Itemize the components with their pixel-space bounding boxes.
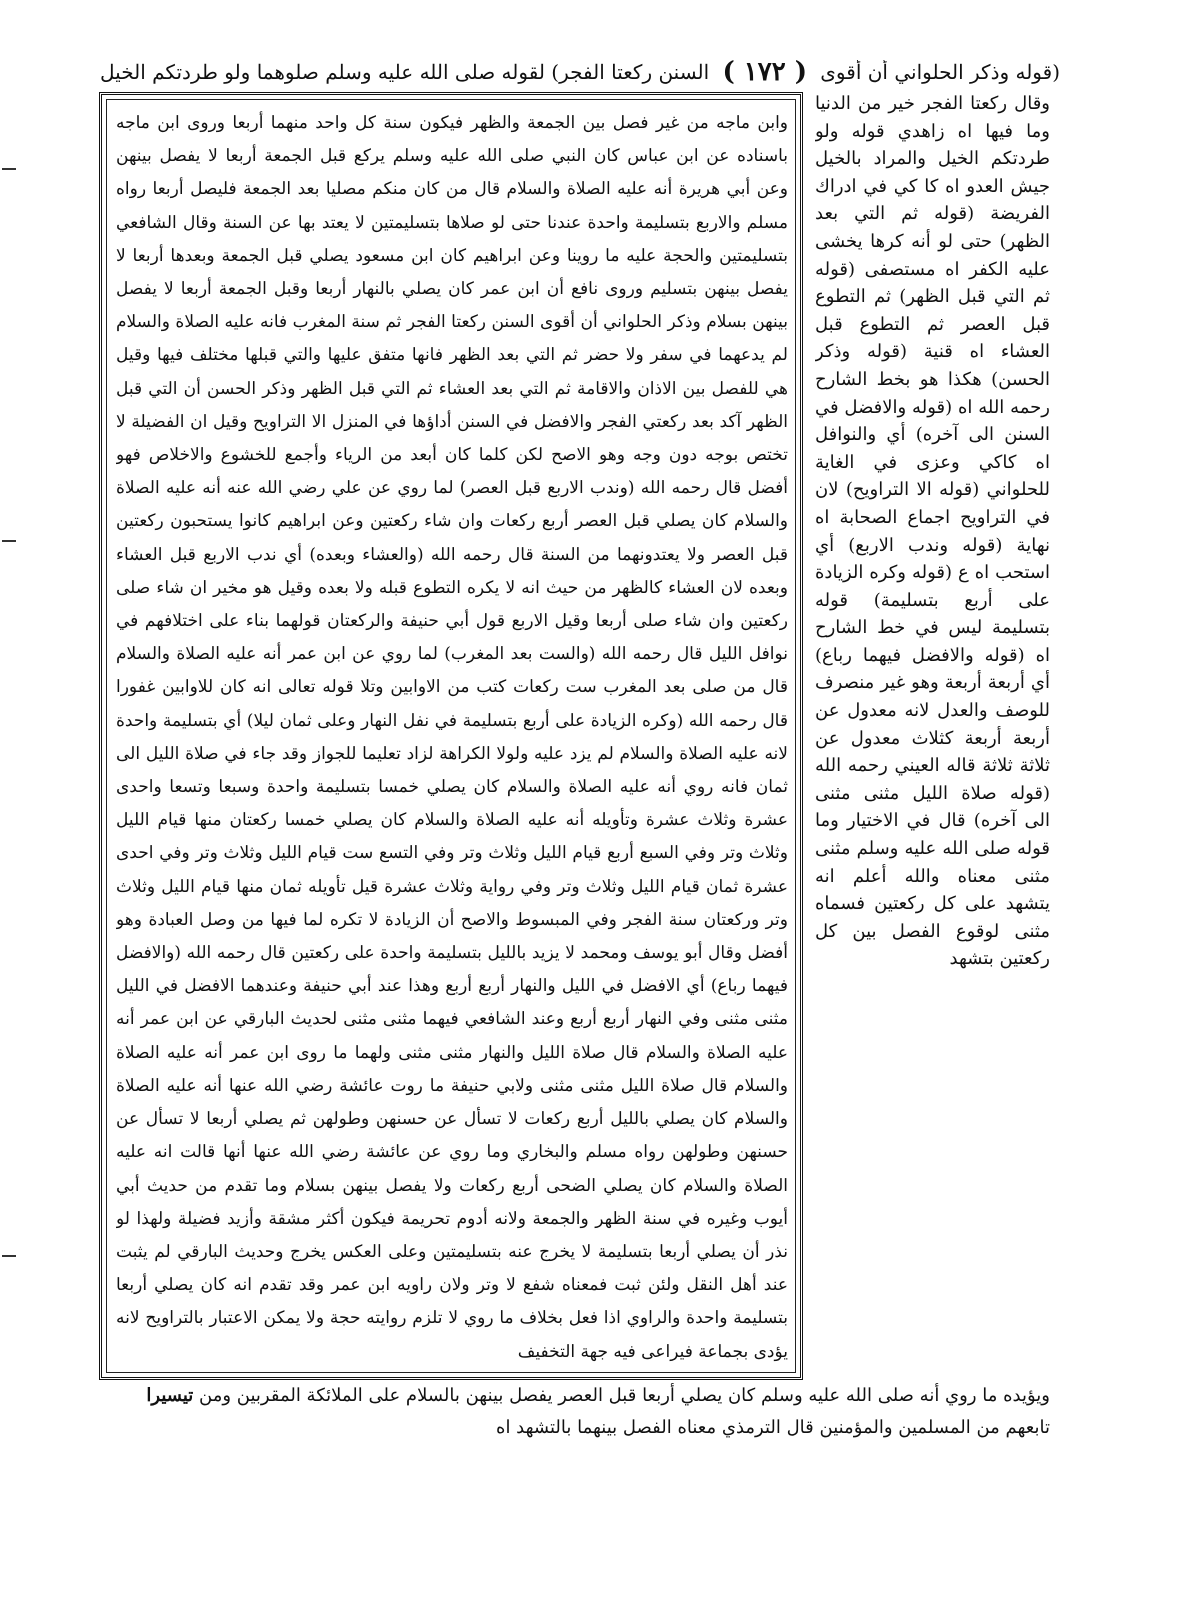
footnote-line-1-text: ويؤيده ما روي أنه صلى الله عليه وسلم كان يصلي أربعا قبل العصر يفصل بينهن بالسلام على الملائكة المقربين ومن	[199, 1385, 1050, 1406]
edge-mark	[2, 1255, 16, 1257]
footnote-line-2: تابعهم من المسلمين والمؤمنين قال الترمذي معناه الفصل بينهما بالتشهد اه	[496, 1417, 1050, 1438]
footnote-block	[130, 1380, 1050, 1500]
main-text: وابن ماجه من غير فصل بين الجمعة والظهر فيكون سنة كل واحد منهما أربعا وروى ابن ماجه باسناده عن ابن عباس كان النبي صلى الله عليه وسلم يركع قبل الجمعة أربعا لا يفصل بينهن وعن أبي هريرة أنه عليه الصلاة والسلام قال من كان منكم مصليا بعد الجمعة فليصل أربعا رواه مسلم والاربع بتسليمة واحدة عندنا حتى لو صلاها بتسليمتين لا يعتد بها عن السنة وقال الشافعي بتسليمتين والحجة عليه ما روينا وعن ابراهيم كان ابن مسعود يصلي قبل الجمعة وبعدها أربعا لا يفصل بينهن بتسليم وروى نافع أن ابن عمر كان يصلي بالنهار أربعا وقبل الجمعة أربعا لا يفصل بينهن بسلام وذكر الحلواني أن أقوى السنن ركعتا الفجر ثم سنة المغرب فانه عليه الصلاة والسلام لم يدعهما في سفر ولا حضر ثم التي بعد الظهر فانها متفق عليها والتي قبلها مختلف فيها وقيل هي للفصل بين الاذان والاقامة ثم التي بعد العشاء ثم التي قبل الظهر وذكر الحسن أن التي قبل الظهر آكد بعد ركعتي الفجر والافضل في السنن أداؤها في المنزل الا التراويح وقيل ان الفضيلة لا تختص بوجه دون وجه وهو الاصح لكن كلما كان أبعد من الرياء وأجمع للخشوع والاخلاص فهو أفضل قال رحمه الله (وندب الاربع قبل العصر) لما روي عن علي رضي الله عنه أنه عليه الصلاة والسلام كان يصلي قبل العصر أربع ركعات وان شاء ركعتين وعن ابراهيم كانوا يستحبون ركعتين قبل العصر ولا يعتدونهما من السنة قال رحمه الله (والعشاء وبعده) أي ندب الاربع قبل العشاء وبعده لان العشاء كالظهر من حيث انه لا يكره التطوع قبله ولا بعده وقيل هو مخير ان شاء صلى ركعتين وان شاء صلى أربعا وقيل الاربع قول أبي حنيفة والركعتان قولهما بناء على اختلافهم في نوافل الليل قال رحمه الله (والست بعد المغرب) لما روي عن ابن عمر أنه عليه الصلاة والسلام قال من صلى بعد المغرب ست ركعات كتب من الاوابين وتلا قوله تعالى انه كان للاوابين غفورا قال رحمه الله (وكره الزيادة على أربع بتسليمة في نفل النهار وعلى ثمان ليلا) أي بتسليمة واحدة لانه عليه الصلاة والسلام لم يزد عليه ولولا الكراهة لزاد تعليما للجواز وقد جاء في صلاة الليل الى ثمان فانه روي أنه عليه الصلاة والسلام كان يصلي خمسا بتسليمة واحدة وسبعا وتسعا واحدى عشرة وثلاث عشرة وتأويله أنه عليه الصلاة والسلام كان يصلي خمسا ركعتان منها قيام الليل وثلاث وتر وفي السبع أربع قيام الليل وثلاث وتر وفي التسع ست قيام الليل وثلاث وتر وفي احدى عشرة ثمان قيام الليل وثلاث وتر وفي رواية وثلاث عشرة قيل تأويله ثمان منها قيام الليل وثلاث وتر وركعتان سنة الفجر وفي المبسوط والاصح أن الزيادة لا تكره لما فيها من وصل العبادة وهو أفضل وقال أبو يوسف ومحمد لا يزيد بالليل بتسليمة واحدة على ركعتين قال رحمه الله (والافضل فيهما رباع) أي الافضل في الليل والنهار أربع أربع وهذا عند أبي حنيفة وعندهما الافضل في الليل مثنى مثنى وفي النهار أربع أربع وعند الشافعي فيهما مثنى مثنى لحديث البارقي عن ابن عمر أنه عليه الصلاة والسلام قال صلاة الليل والنهار مثنى مثنى ولهما ما روى ابن عمر أنه عليه الصلاة والسلام قال صلاة الليل مثنى مثنى ولابي حنيفة ما روت عائشة رضي الله عنها أنه عليه الصلاة والسلام كان يصلي بالليل أربع ركعات لا تسأل عن حسنهن وطولهن ثم يصلي أربعا لا تسأل عن حسنهن وطولهن رواه مسلم والبخاري وما روي عن عائشة رضي الله عنها أنها قالت انه عليه الصلاة والسلام كان يصلي الضحى أربع ركعات ولا يفصل بينهن بسلام وما تقدم من حديث أبي أيوب وغيره في سنة الظهر والجمعة ولانه أدوم تحريمة فيكون أكثر مشقة وأزيد فضيلة ولهذا لو نذر أن يصلي أربعا بتسليمة لا يخرج عنه بتسليمتين وعلى العكس يخرج وحديث البارقي لم يثبت عند أهل النقل ولئن ثبت فمعناه شفع لا وتر ولان راويه ابن عمر وقد تقدم انه كان يصلي أربعا بتسليمة واحدة والراوي اذا فعل بخلاف ما روي لا تلزم روايته حجة ولا يمكن الاعتبار بالتراويح لانه يؤدى بجماعة فيراعى فيه جهة التخفيف	[116, 113, 788, 1362]
edge-mark	[2, 540, 16, 542]
header-left-text: السنن ركعتا الفجر) لقوله صلى الله عليه وسلم صلوهما ولو طردتكم الخيل	[100, 60, 710, 84]
main-text-frame	[99, 92, 803, 1380]
page-header	[100, 52, 1060, 92]
main-text-block	[116, 107, 788, 1363]
page-number: ( ١٧٢ )	[722, 57, 808, 87]
left-edge-marks	[0, 0, 20, 1609]
edge-mark	[2, 168, 16, 170]
header-right-text: (قوله وذكر الحلواني أن أقوى	[820, 60, 1060, 84]
footnote-line-1	[130, 1380, 1050, 1412]
margin-gloss-column	[815, 90, 1050, 1380]
margin-gloss-text: وقال ركعتا الفجر خير من الدنيا وما فيها اه زاهدي قوله ولو طردتكم الخيل والمراد بالخيل جيش العدو اه كا كي في ادراك الفريضة (قوله ثم التي بعد الظهر) حتى لو أنه كرها يخشى عليه الكفر اه مستصفى (قوله ثم التي قبل الظهر) ثم التطوع قبل العصر ثم التطوع قبل العشاء اه قنية (قوله وذكر الحسن) هكذا هو بخط الشارح رحمه الله اه (قوله والافضل في السنن الى آخره) أي والنوافل اه كاكي وعزى في الغاية للحلواني (قوله الا التراويح) لان في التراويح اجماع الصحابة اه نهاية (قوله وندب الاربع) أي استحب اه ع (قوله وكره الزيادة على أربع بتسليمة) قوله بتسليمة ليس في خط الشارح اه (قوله والافضل فيهما رباع) أي أربعة أربعة وهو غير منصرف للوصف والعدل لانه معدول عن أربعة أربعة كثلاث معدول عن ثلاثة ثلاثة قاله العيني رحمه الله (قوله صلاة الليل مثنى مثنى الى آخره) قال في الاختيار وما قوله صلى الله عليه وسلم مثنى مثنى معناه والله أعلم انه يتشهد على كل ركعتين فسماه مثنى لوقوع الفصل بين كل ركعتين بتشهد	[815, 93, 1050, 970]
catchword: تيسيرا	[146, 1385, 194, 1406]
